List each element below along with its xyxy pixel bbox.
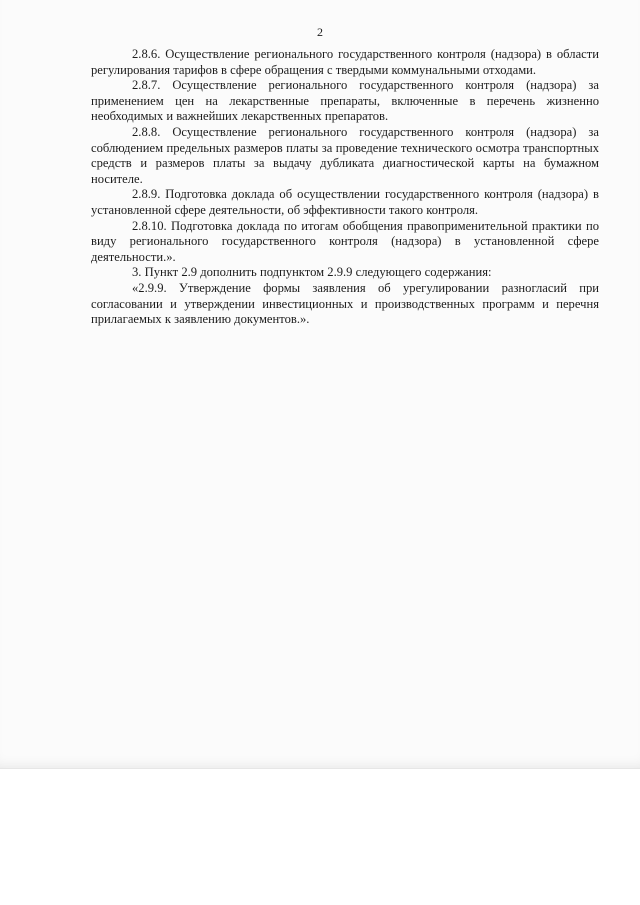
document-body	[91, 47, 599, 328]
paragraph-2-9-9: «2.9.9. Утверждение формы заявления об урегулировании разногласий при согласовании и утверждении инвестиционных и производственных программ и перечня прилагаемых к заявлению документов.».	[91, 280, 599, 327]
paragraph-2-8-9: 2.8.9. Подготовка доклада об осуществлении государственного контроля (надзора) в установленной сфере деятельности, об эффективности такого контроля.	[91, 187, 599, 217]
paragraph-2-8-10: 2.8.10. Подготовка доклада по итогам обобщения правоприменительной практики по виду регионального государственного контроля (надзора) в установленной сфере деятельности.».	[91, 218, 599, 264]
paragraph-2-8-7: 2.8.7. Осуществление регионального государственного контроля (надзора) за применением цен на лекарственные препараты, включенные в перечень жизненно необходимых и важнейших лекарственных препаратов.	[91, 78, 599, 124]
paragraph-2-8-8: 2.8.8. Осуществление регионального государственного контроля (надзора) за соблюдением предельных размеров платы за проведение технического осмотра транспортных средств и размеров платы за выдачу дубликата диагностической карты на бумажном носителе.	[91, 124, 599, 186]
paragraph-item-3: 3. Пункт 2.9 дополнить подпунктом 2.9.9 следующего содержания:	[132, 265, 492, 280]
paragraph-2-8-6: 2.8.6. Осуществление регионального государственного контроля (надзора) в области регулирования тарифов в сфере обращения с твердыми коммунальными отходами.	[91, 47, 599, 77]
page-number: 2	[317, 25, 323, 39]
